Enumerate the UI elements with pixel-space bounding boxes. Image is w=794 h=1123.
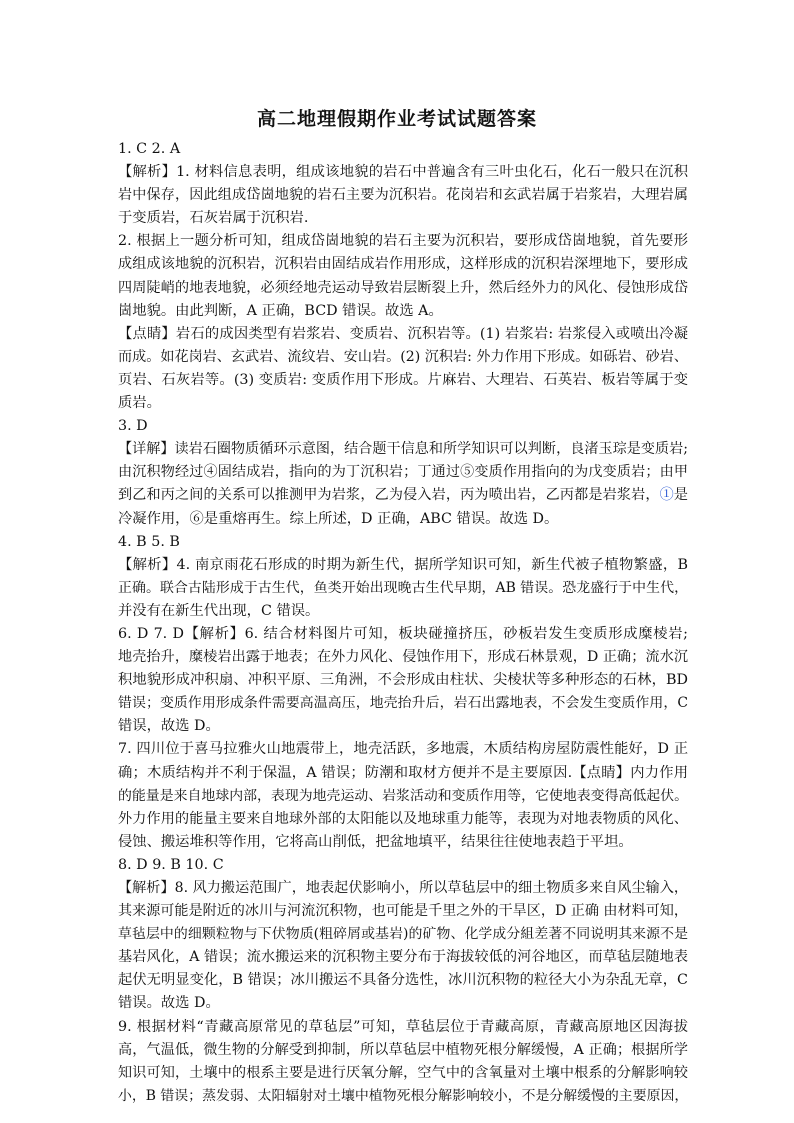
- text-line: 四周陡峭的地表地貌，必须经地壳运动导致岩层断裂上升，然后经外力的风化、侵蚀形成岱: [118, 279, 688, 296]
- text-line: 成组成该地貌的沉积岩，沉积岩由固结成岩作用形成，这样形成的沉积岩深埋地下，要形成: [118, 256, 688, 273]
- text-line: 错误；变质作用形成条件需要高温高压，地壳抬升后，岩石出露地表，不会发生变质作用，C: [118, 695, 688, 712]
- line-text-after: 是: [673, 487, 688, 504]
- text-line: 积地貌形成冲积扇、冲积平原、三角洲，不会形成由柱状、尖棱状等多种形态的石林，BD: [118, 672, 688, 689]
- text-line: 【解析】8. 风力搬运范围广，地表起伏影响小，所以草毡层中的细土物质多来自风尘输入，: [118, 880, 688, 896]
- text-line: 【解析】1. 材料信息表明，组成该地貌的岩石中普遍含有三叶虫化石，化石一般只在沉积: [118, 164, 688, 181]
- text-line: 【解析】4. 南京雨花石形成的时期为新生代，据所学知识可知，新生代被子植物繁盛，B: [118, 556, 688, 573]
- text-line: 地壳抬升，糜棱岩出露于地表；在外力风化、侵蚀作用下，形成石林景观，D 正确；流水沉: [118, 649, 688, 666]
- answer-body: [118, 138, 688, 1108]
- text-line: 起伏无明显变化，B 错误；冰川搬运不具备分选性，冰川沉积物的粒径大小为杂乱无章，C: [118, 972, 688, 989]
- text-line: 外力作用的能量主要来自地球外部的太阳能以及地球重力能等，表现为对地表物质的风化、: [118, 810, 688, 827]
- text-line: 【点睛】岩石的成因类型有岩浆岩、变质岩、沉积岩等。(1) 岩浆岩: 岩浆侵入或喷出冷凝: [118, 325, 688, 342]
- text-line: 由沉积物经过④固结成岩，指向的为丁沉积岩；丁通过⑤变质作用指向的为戊变质岩；由甲: [118, 464, 688, 481]
- text-line: 崮地貌。由此判断，A 正确，BCD 错误。故选 A。: [118, 302, 443, 319]
- text-line: 1. C 2. A: [118, 141, 181, 157]
- text-line: 9. 根据材料“青藏高原常见的草毡层”可知，草毡层位于青藏高原，青藏高原地区因海拔: [118, 1018, 688, 1035]
- page-title: 高二地理假期作业考试试题答案: [256, 108, 537, 130]
- text-line: 并没有在新生代出现，C 错误。: [118, 602, 320, 619]
- text-line: 其来源可能是附近的冰川与河流沉积物，也可能是千里之外的干旱区，D 正确 由材料可知，: [118, 903, 688, 920]
- text-line: 侵蚀、搬运堆积等作用，它将高山削低，把盆地填平，结果往往使地表趋于平坦。: [118, 833, 633, 850]
- text-line: 草毡层中的细颗粒物与下伏物质(粗碎屑或基岩)的矿物、化学成分組差著不同说明其来源不是: [118, 926, 688, 943]
- text-line: 的能量是来自地球内部，表现为地壳运动、岩浆活动和变质作用等，它使地表变得高低起伏。: [118, 787, 688, 804]
- text-line: 小，B 错误；蒸发弱、太阳辐射对土壤中植物死根分解影响较小，不是分解缓慢的主要原因，: [118, 1087, 688, 1104]
- text-line: 4. B 5. B: [118, 533, 180, 550]
- text-line: 错误。故选 D。: [118, 995, 220, 1012]
- text-line: 3. D: [118, 418, 148, 435]
- text-line: 页岩、石灰岩等。(3) 变质岩: 变质作用下形成。片麻岩、大理岩、石英岩、板岩等属于变: [118, 371, 688, 388]
- text-line: 6. D 7. D【解析】6. 结合材料图片可知，板块碰撞挤压，砂板岩发生变质形成糜棱岩;: [118, 625, 688, 642]
- text-line: 岩中保存，因此组成岱崮地貌的岩石主要为沉积岩。花岗岩和玄武岩属于岩浆岩，大理岩属: [118, 187, 688, 204]
- text-line: 正确。联合古陆形成于古生代，鱼类开始出现晚古生代早期，AB 错误。恐龙盛行于中生代，: [118, 579, 688, 596]
- circled-one-marker: ①: [659, 487, 674, 504]
- text-line: 7. 四川位于喜马拉雅火山地震带上，地壳活跃，多地震，木质结构房屋防震性能好，D 正: [118, 741, 688, 758]
- text-line: 基岩风化，A 错误；流水搬运来的沉积物主要分布于海拔较低的河谷地区，而草毡层随地表: [118, 949, 688, 966]
- text-line: 质岩。: [118, 395, 161, 412]
- text-line: 2. 根据上一题分析可知，组成岱崮地貌的岩石主要为沉积岩，要形成岱崮地貌，首先要形: [118, 233, 688, 250]
- text-line: 错误，故选 D。: [118, 718, 220, 735]
- text-line: 于变质岩，石灰岩属于沉积岩.: [118, 210, 309, 227]
- text-line: 而成。如花岗岩、玄武岩、流纹岩、安山岩。(2) 沉积岩: 外力作用下形成。如砾岩、砂岩、: [118, 348, 688, 365]
- text-line: 【详解】读岩石圈物质循环示意图，结合题干信息和所学知识可以判断，良渚玉琮是变质岩;: [118, 441, 688, 458]
- text-line: 高，气温低，微生物的分解受到抑制，所以草毡层中植物死根分解缓慢，A 正确；根据所学: [118, 1041, 688, 1058]
- text-line: 8. D 9. B 10. C: [118, 856, 224, 873]
- text-line: 冷凝作用，⑥是重熔再生。综上所述，D 正确，ABC 错误。故选 D。: [118, 510, 559, 527]
- line-text-before: 到乙和丙之间的关系可以推测甲为岩浆，乙为侵入岩，丙为喷出岩，乙丙都是岩浆岩，: [118, 487, 660, 504]
- text-line: 确；木质结构并不利于保温，A 错误；防潮和取材方便并不是主要原因.【点睛】内力作用: [118, 764, 688, 781]
- text-line: [118, 484, 688, 507]
- text-line: 知识可知，土壤中的根系主要是进行厌氧分解，空气中的含氧量对土壤中根系的分解影响较: [118, 1064, 688, 1081]
